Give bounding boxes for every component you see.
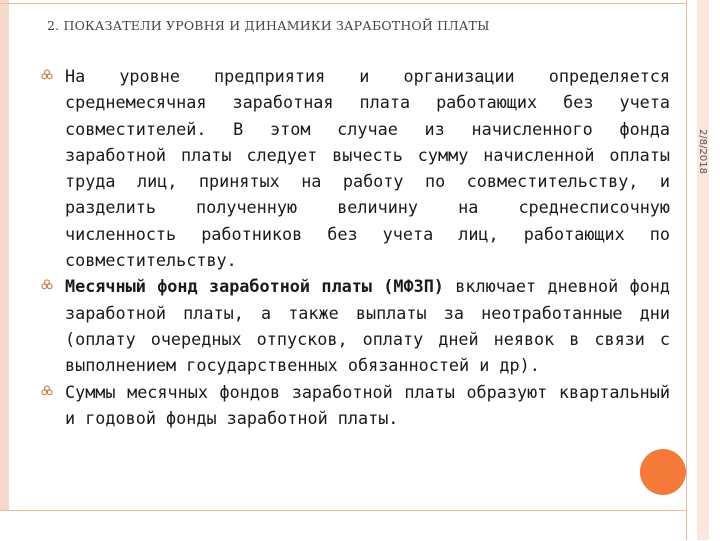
- bullet-item-1: [40, 63, 670, 273]
- bullet-text: Суммы месячных фондов заработной платы образуют квартальный и годовой фонды заработной платы.: [65, 381, 670, 428]
- slide-content: [40, 63, 670, 431]
- bottom-band: [0, 510, 686, 541]
- orange-accent-circle: [640, 449, 686, 495]
- bullet-item-2: [40, 273, 670, 378]
- top-divider: [0, 3, 686, 4]
- bullet-item-3: [40, 379, 670, 432]
- flower-bullet-icon: [41, 69, 53, 81]
- flower-bullet-icon: [41, 385, 53, 397]
- left-decorative-edge: [0, 0, 9, 540]
- flower-bullet-icon: [41, 279, 53, 291]
- slide-title: 2. ПОКАЗАТЕЛИ УРОВНЯ И ДИНАМИКИ ЗАРАБОТНОЙ ПЛАТЫ: [47, 18, 490, 33]
- bullet-paragraph: [65, 273, 670, 378]
- slide-date: [690, 118, 714, 184]
- bullet-text: На уровне предприятия и организации определяется среднемесячная заработная плата работающих без учета совместителей. В этом случае из начисленного фонда заработной платы следует вычесть сумму начисленной оплаты труда лиц, принятых на работу по совместительству, и разделить полученную величину на среднесписочную численность работников без учета лиц, работающих по совместительству.: [65, 66, 670, 271]
- slide-date-text: 2/8/2018: [696, 128, 708, 174]
- right-sidebar-stripe: [697, 0, 709, 540]
- bullet-bold-term: Месячный фонд заработной платы (МФЗП): [65, 276, 444, 297]
- bullet-text: включает дневной фонд заработной платы, а также выплаты за неотработанные дни (оплату очередных отпусков, оплату дней неявок в связи с выполнением государственных обязанностей и др).: [65, 276, 670, 376]
